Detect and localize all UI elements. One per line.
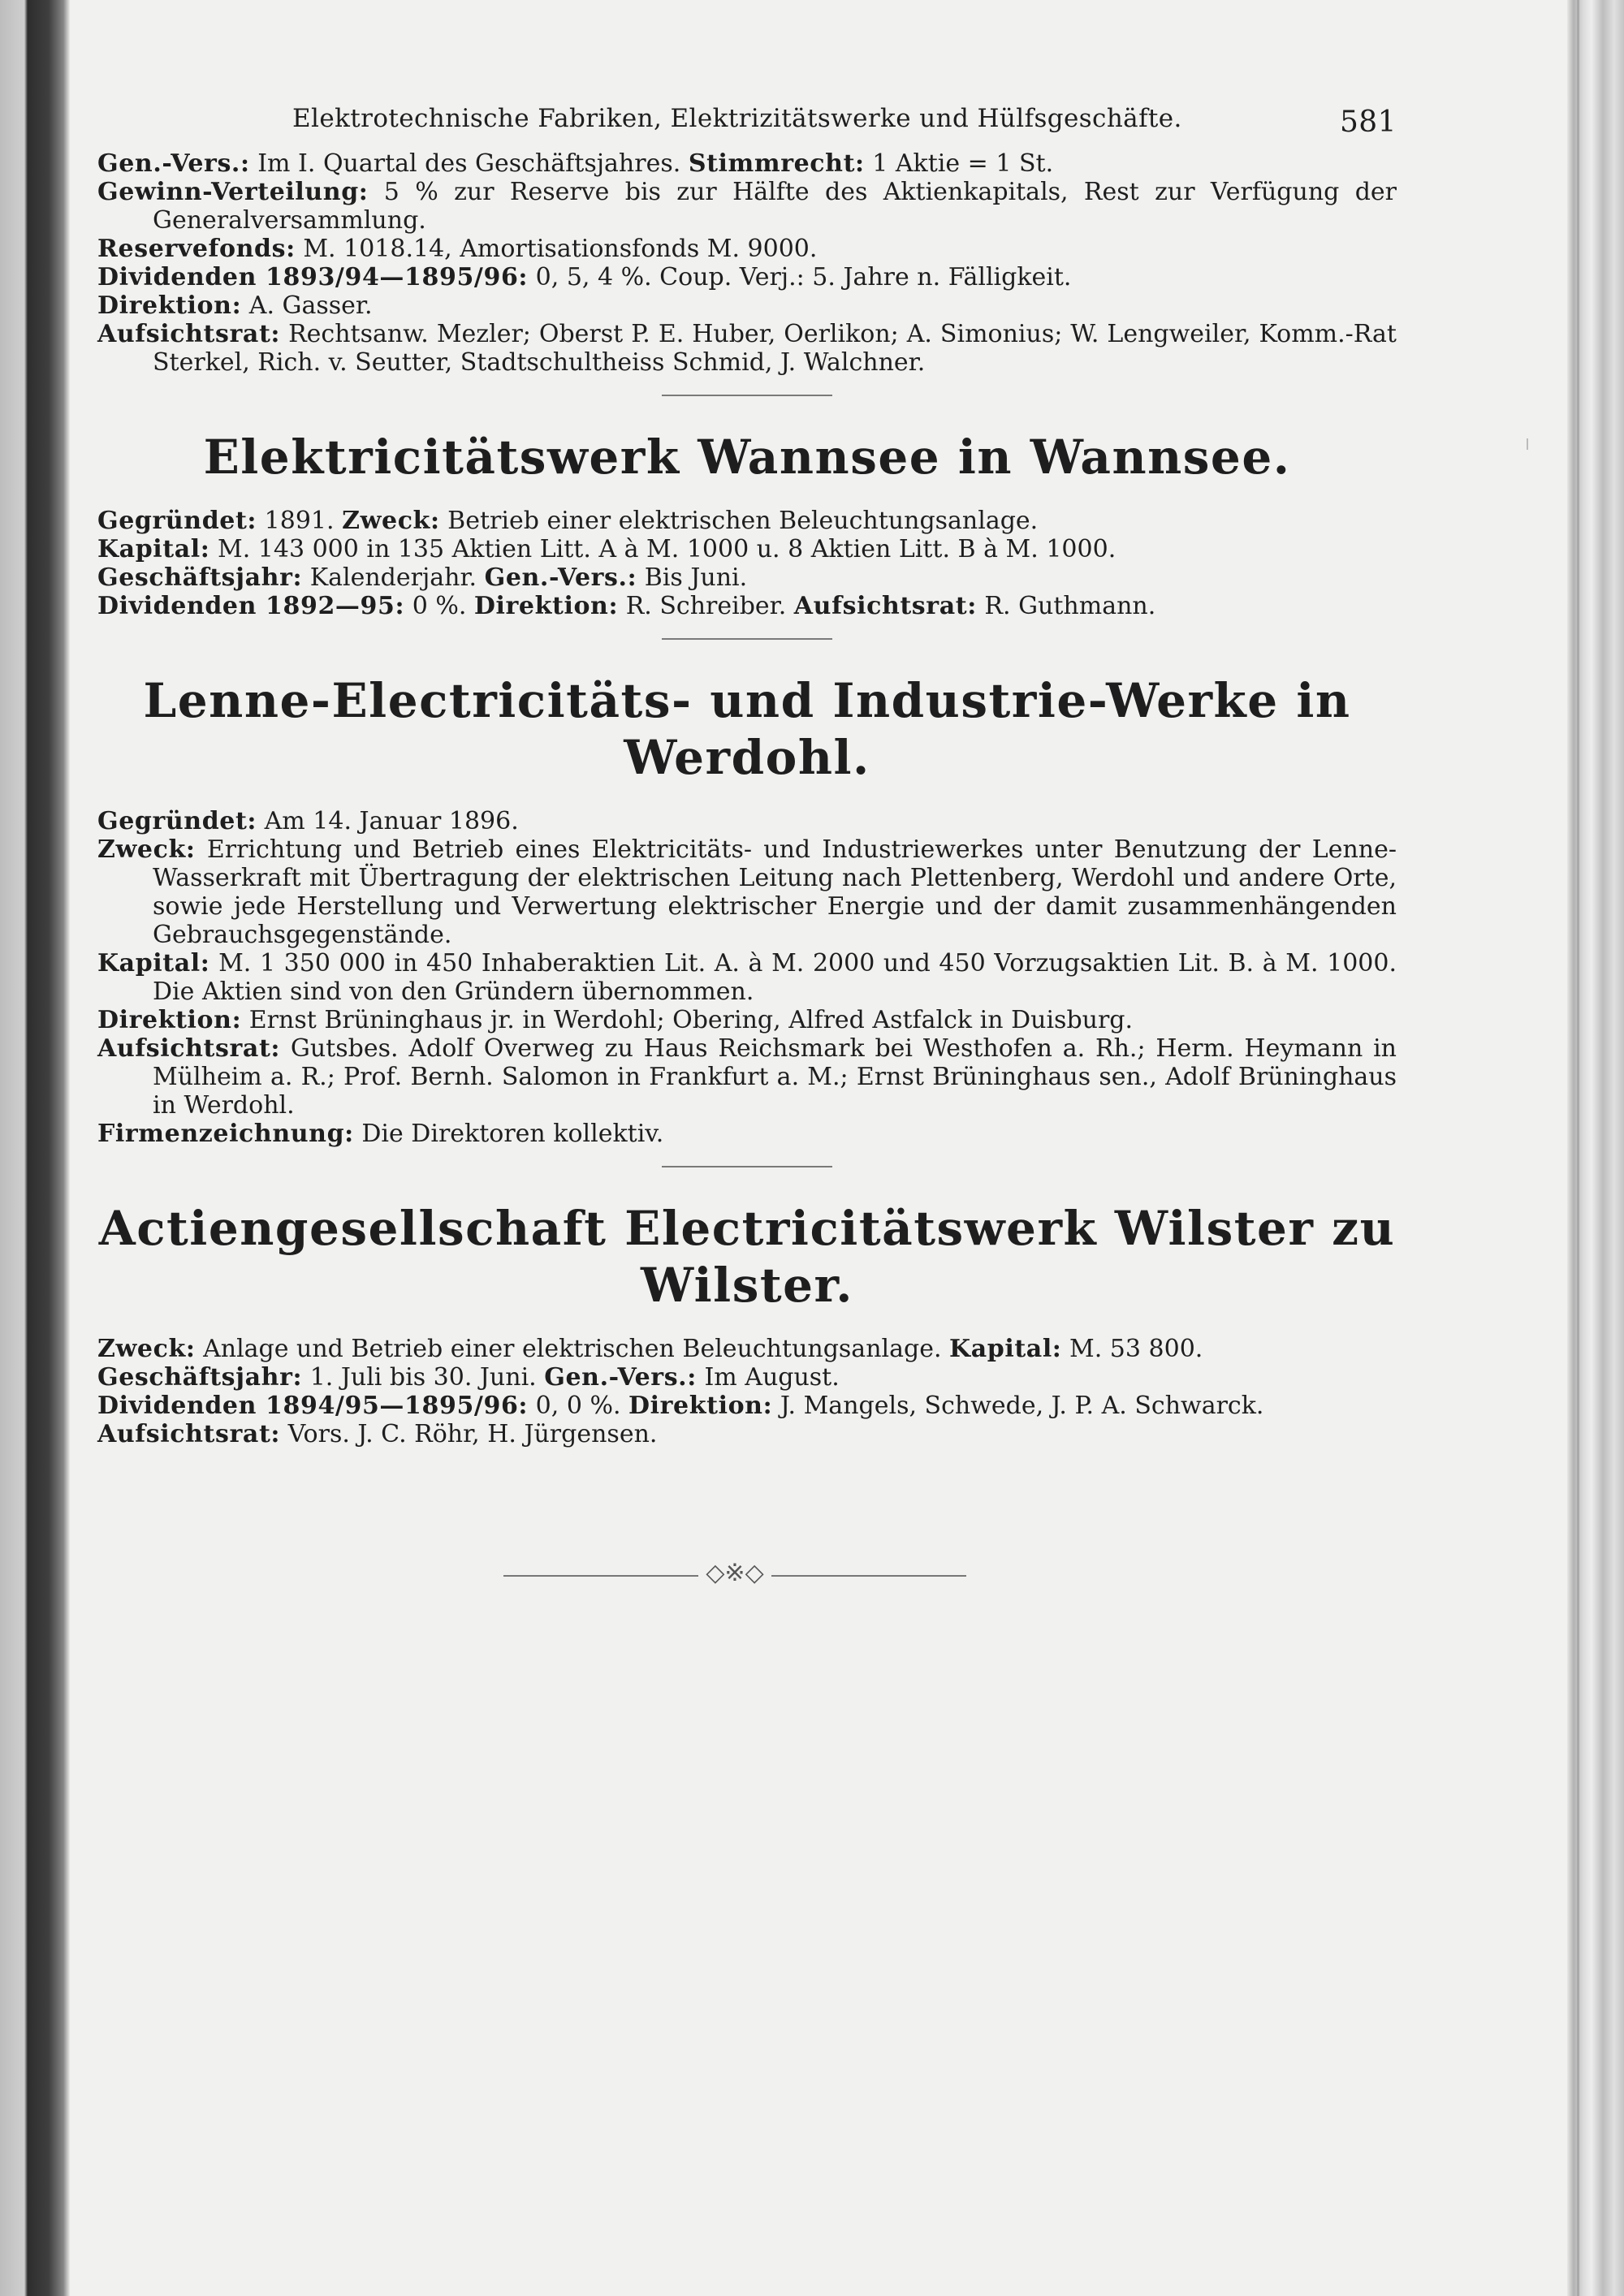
entry-text: M. 1018.14, Amortisationsfonds M. 9000. <box>295 235 818 263</box>
entry-label: Aufsichtsrat: <box>97 320 281 348</box>
entry-line <box>97 235 1397 263</box>
entry-text: M. 143 000 in 135 Aktien Litt. A à M. 1000 u. 8 Aktien Litt. B à M. 1000. <box>209 535 1116 563</box>
entry-text: M. 53 800. <box>1061 1335 1203 1363</box>
page-number: 581 <box>1340 106 1397 139</box>
entry-label: Kapital: <box>97 949 210 978</box>
entry-text: J. Mangels, Schwede, J. P. A. Schwarck. <box>772 1392 1264 1420</box>
entry-text: Gutsbes. Adolf Overweg zu Haus Reichsmark bei Westhofen a. Rh.; Herm. Heymann in Mülheim a. R.; Prof. Bernh. Salomon in Frankfurt a. M.; Ernst Brüninghaus sen., Adolf Brüninghaus in Werdohl. <box>153 1034 1397 1120</box>
entry-label: Gegründet: <box>97 807 257 835</box>
entry-text: Kalenderjahr. <box>302 563 485 592</box>
running-title: Elektrotechnische Fabriken, Elektrizitätswerke und Hülfsgeschäfte. <box>292 104 1182 133</box>
page-right-edge <box>1567 0 1624 2296</box>
company-section-lenne <box>97 672 1397 1167</box>
ornament-rule-right <box>771 1575 966 1577</box>
entry-label: Direktion: <box>97 1006 242 1034</box>
entry-line <box>97 291 1397 320</box>
entry-line <box>97 563 1397 592</box>
book-spine-edge <box>0 0 70 2296</box>
entry-label: Direktion: <box>97 291 242 320</box>
ornament-rule-left <box>503 1575 698 1577</box>
entry-label: Kapital: <box>949 1335 1062 1363</box>
company-title: Actiengesellschaft Electricitätswerk Wilster zu Wilster. <box>98 1201 1396 1313</box>
entry-text: Vors. J. C. Röhr, H. Jürgensen. <box>280 1420 658 1448</box>
entry-line <box>97 1006 1397 1034</box>
entry-label: Gen.-Vers.: <box>97 149 250 178</box>
entry-text: Rechtsanw. Mezler; Oberst P. E. Huber, Oerlikon; A. Simonius; W. Lengweiler, Komm.-Rat Sterkel, Rich. v. Seutter, Stadtschultheiss Schmid, J. Walchner. <box>153 320 1397 377</box>
entry-text: Betrieb einer elektrischen Beleuchtungsanlage. <box>439 507 1039 535</box>
entry-line <box>97 149 1397 178</box>
entry-label: Direktion: <box>628 1392 773 1420</box>
entry-label: Reservefonds: <box>97 235 296 263</box>
entry-line <box>97 178 1397 235</box>
entry-text: 1. Juli bis 30. Juni. <box>302 1363 545 1392</box>
scan-mark <box>1527 438 1528 450</box>
entry-line <box>97 1420 1397 1448</box>
entry-line <box>97 592 1397 620</box>
entry-label: Gen.-Vers.: <box>544 1363 697 1392</box>
entry-text: 1 Aktie = 1 St. <box>864 149 1054 178</box>
entry-label: Gegründet: <box>97 507 257 535</box>
entry-text: 0, 5, 4 %. Coup. Verj.: 5. Jahre n. Fälligkeit. <box>528 263 1072 291</box>
entry-text: Bis Juni. <box>637 563 748 592</box>
entry-line <box>97 1120 1397 1148</box>
entry-line <box>97 1363 1397 1392</box>
entry-text: 0, 0 %. <box>528 1392 629 1420</box>
entry-label: Direktion: <box>473 592 619 620</box>
entry-label: Gewinn-Verteilung: <box>97 178 369 206</box>
entry-text: Errichtung und Betrieb eines Elektricitäts- und Industriewerkes unter Benutzung der Lenne-Wasserkraft mit Übertragung der elektrischen Leitung nach Plettenberg, Werdohl und andere Orte, sowie jede Herstellung und Verwertung elektrischer Energie und der damit zusammenhängenden Gebrauchsgegenstände. <box>153 835 1397 949</box>
entry-text: Im August. <box>696 1363 840 1392</box>
entry-label: Dividenden 1894/95—1895/96: <box>97 1392 529 1420</box>
entry-line <box>97 263 1397 291</box>
entry-text: Die Direktoren kollektiv. <box>353 1120 664 1148</box>
company-section-wannsee <box>97 429 1397 640</box>
entry-text: R. Schreiber. <box>618 592 794 620</box>
company-title: Elektricitätswerk Wannsee in Wannsee. <box>203 429 1291 485</box>
entry-label: Zweck: <box>97 835 196 864</box>
entry-text: 0 %. <box>404 592 474 620</box>
entry-label: Geschäftsjahr: <box>97 1363 303 1392</box>
entry-line <box>97 1335 1397 1363</box>
section-divider <box>662 638 832 640</box>
entry-text: M. 1 350 000 in 450 Inhaberaktien Lit. A. à M. 2000 und 450 Vorzugsaktien Lit. B. à M. 1000. Die Aktien sind von den Gründern übernommen. <box>153 949 1397 1006</box>
entry-text: Ernst Brüninghaus jr. in Werdohl; Obering, Alfred Astfalck in Duisburg. <box>241 1006 1134 1034</box>
entry-text: Anlage und Betrieb einer elektrischen Beleuchtungsanlage. <box>195 1335 950 1363</box>
entry-text: R. Guthmann. <box>976 592 1156 620</box>
entry-line <box>97 1392 1397 1420</box>
entry-line <box>97 507 1397 535</box>
entry-line <box>97 949 1397 1006</box>
section-divider <box>662 395 832 396</box>
entry-label: Firmenzeichnung: <box>97 1120 354 1148</box>
entry-label: Aufsichtsrat: <box>793 592 977 620</box>
running-head <box>97 104 1397 149</box>
company-section-wilster <box>97 1200 1397 1448</box>
entry-label: Aufsichtsrat: <box>97 1034 281 1063</box>
section-divider <box>662 1166 832 1167</box>
continuation-block <box>97 149 1397 396</box>
entry-line <box>97 835 1397 949</box>
entry-text: A. Gasser. <box>241 291 373 320</box>
entry-line <box>97 807 1397 835</box>
entry-label: Kapital: <box>97 535 210 563</box>
entry-line <box>97 535 1397 563</box>
entry-label: Dividenden 1893/94—1895/96: <box>97 263 529 291</box>
company-title: Lenne-Electricitäts- und Industrie-Werke in Werdohl. <box>143 673 1351 785</box>
closing-ornament <box>503 1559 966 1588</box>
ornament-icon: ◇※◇ <box>706 1559 764 1587</box>
page-content <box>97 104 1397 1448</box>
entry-label: Dividenden 1892—95: <box>97 592 405 620</box>
entry-label: Aufsichtsrat: <box>97 1420 281 1448</box>
entry-label: Zweck: <box>342 507 440 535</box>
entry-text: Am 14. Januar 1896. <box>257 807 519 835</box>
entry-line <box>97 1034 1397 1120</box>
entry-label: Geschäftsjahr: <box>97 563 303 592</box>
entry-text: 1891. <box>257 507 343 535</box>
entry-line <box>97 320 1397 377</box>
entry-label: Zweck: <box>97 1335 196 1363</box>
gutter-line <box>1577 0 1579 2296</box>
entry-label: Gen.-Vers.: <box>484 563 637 592</box>
entry-text: 5 % zur Reserve bis zur Hälfte des Aktienkapitals, Rest zur Verfügung der Generalversammlung. <box>153 178 1397 235</box>
entry-label: Stimmrecht: <box>688 149 865 178</box>
entry-text: Im I. Quartal des Geschäftsjahres. <box>249 149 689 178</box>
